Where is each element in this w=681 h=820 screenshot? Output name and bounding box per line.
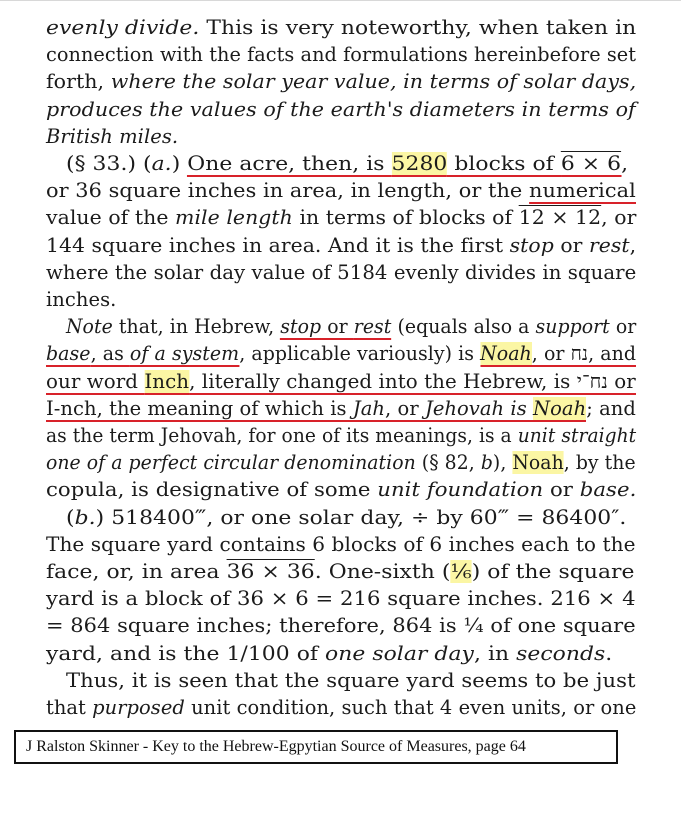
text-run: unit foundation xyxy=(377,478,544,502)
text-line-content xyxy=(46,41,636,68)
text-line xyxy=(46,204,636,231)
text-line xyxy=(46,694,636,721)
text-line-content xyxy=(46,585,636,612)
text-run: support xyxy=(535,315,610,339)
text-run: Note xyxy=(66,315,113,339)
text-line xyxy=(46,232,636,259)
source-caption: J Ralston Skinner - Key to the Hebrew-Egpytian Source of Measures, page 64 xyxy=(14,730,618,764)
text-run: , in xyxy=(473,641,517,665)
text-run: value of the xyxy=(46,206,176,230)
text-run: a. xyxy=(151,152,172,175)
underlined-text: 6 × 6 xyxy=(560,152,622,175)
text-line xyxy=(46,558,636,585)
text-run: that xyxy=(46,696,93,719)
text-run: . One-sixth ( xyxy=(314,560,451,583)
text-run: (§ 82, xyxy=(415,451,481,475)
underlined-text: base xyxy=(46,342,91,366)
text-line-content xyxy=(46,204,636,231)
highlighted-text: ⅙ xyxy=(450,560,472,583)
text-run: (§ 33.) ( xyxy=(66,152,152,175)
text-line-content xyxy=(66,313,636,340)
text-run: where the solar day value of 5184 evenly divides in square xyxy=(46,260,637,284)
text-line-content xyxy=(46,123,178,150)
text-line-content xyxy=(66,667,636,694)
text-run: ), xyxy=(492,451,513,475)
underlined-text: , literally changed into the Hebrew, is נח־י or xyxy=(189,369,636,393)
text-run: or 36 square inches in area, in length, or the xyxy=(46,179,529,203)
text-run: , xyxy=(621,152,629,175)
text-run: connection with the facts and formulations hereinbefore set xyxy=(46,43,637,67)
text-run: or xyxy=(543,478,580,502)
text-run: unit condition, such that 4 even units, or one xyxy=(184,696,637,719)
underlined-text: Jehovah is xyxy=(424,396,534,420)
underlined-text: Jah xyxy=(352,396,386,420)
text-line xyxy=(46,476,636,503)
highlighted-text: Noah xyxy=(533,396,587,420)
text-line-content xyxy=(46,422,636,449)
text-line-content xyxy=(46,558,635,585)
text-line xyxy=(46,368,636,395)
highlighted-text: Noah xyxy=(512,451,564,475)
text-run: seconds xyxy=(516,641,606,665)
text-line-content xyxy=(46,177,636,204)
text-run: purposed xyxy=(92,696,185,719)
text-line xyxy=(66,150,636,177)
text-run: This is very noteworthy, when taken in xyxy=(199,16,637,39)
text-line-content xyxy=(46,68,636,95)
text-line xyxy=(46,286,636,313)
text-line xyxy=(46,259,636,286)
text-run: 12 × 12 xyxy=(518,206,602,230)
text-line xyxy=(66,504,636,531)
text-run: ( xyxy=(66,505,75,529)
text-run: The square yard contains 6 blocks of 6 inches each to the xyxy=(46,532,636,556)
text-run: ) 518400‴, or one solar day, ÷ by 60‴ = 86400″. xyxy=(95,505,627,529)
underlined-text: , as xyxy=(90,342,130,366)
text-line-content xyxy=(46,368,636,395)
top-border xyxy=(0,0,681,1)
text-run: = 864 square inches; therefore, 864 is ¼ of one square xyxy=(46,614,636,638)
text-line xyxy=(66,667,636,694)
underlined-text: of a system xyxy=(129,342,240,366)
text-line xyxy=(46,395,636,422)
underlined-text: , or xyxy=(385,396,425,420)
underlined-text: blocks of xyxy=(447,152,561,175)
text-line-content xyxy=(46,232,636,259)
underlined-text: our word xyxy=(46,369,145,393)
text-run: (equals also a xyxy=(391,315,536,339)
text-line-content xyxy=(46,395,636,422)
text-run: . xyxy=(605,641,613,665)
text-line-content xyxy=(46,449,636,476)
highlighted-text: Inch xyxy=(144,369,190,393)
text-run: inches. xyxy=(46,288,117,311)
text-run: , by the xyxy=(563,451,636,475)
underlined-text: I-nch, the meaning of which is xyxy=(46,396,353,420)
text-line xyxy=(46,585,636,612)
text-line xyxy=(46,123,636,150)
text-run: in terms of blocks of xyxy=(292,206,519,230)
text-line-content xyxy=(46,640,612,667)
text-run: one of a perfect circular denomination xyxy=(46,451,416,475)
text-line xyxy=(46,640,636,667)
text-line-content xyxy=(46,340,636,367)
highlighted-text: 5280 xyxy=(391,152,448,175)
text-line-content xyxy=(66,504,626,531)
text-run: b xyxy=(480,451,493,475)
text-run: , xyxy=(629,233,637,257)
text-line-content xyxy=(46,259,636,286)
text-run: yard is a block of 36 × 6 = 216 square inches. 216 × 4 xyxy=(46,587,636,611)
text-run: 144 square inches in area. And it is the first xyxy=(46,233,510,257)
underlined-text: , or נח, and xyxy=(531,342,637,366)
text-line xyxy=(46,531,636,558)
highlighted-text: Noah xyxy=(480,342,532,366)
text-run: British miles. xyxy=(46,124,179,148)
text-run: ) of the square xyxy=(471,560,635,583)
text-line-content xyxy=(46,476,636,503)
text-run: forth, xyxy=(46,70,111,94)
text-line-content xyxy=(46,694,636,721)
text-line xyxy=(46,422,636,449)
text-run: that, in Hebrew, xyxy=(112,315,281,339)
text-line xyxy=(46,340,636,367)
text-line xyxy=(66,313,636,340)
text-run: b. xyxy=(74,505,96,529)
text-line xyxy=(46,96,636,123)
text-line-content xyxy=(46,531,636,558)
text-line-content xyxy=(66,150,628,177)
text-run: rest xyxy=(588,233,630,257)
underlined-text: or xyxy=(321,315,354,339)
underlined-text: stop xyxy=(280,315,322,339)
text-run: copula, is designative of some xyxy=(46,478,378,502)
text-run: yard, and is the 1/100 of xyxy=(46,641,326,665)
text-run: Thus, it is seen that the square yard seems to be just xyxy=(66,668,636,692)
text-run: mile length xyxy=(175,206,293,230)
text-line-content xyxy=(46,612,636,639)
text-line xyxy=(46,14,636,41)
text-run: base. xyxy=(579,478,637,502)
underlined-text: numerical xyxy=(528,179,636,203)
text-line xyxy=(46,68,636,95)
text-run: 36 × 36 xyxy=(226,560,315,583)
text-run: stop xyxy=(509,233,554,257)
text-line-content xyxy=(46,96,636,123)
text-run: evenly divide. xyxy=(46,16,200,39)
text-run: ) xyxy=(171,152,188,175)
text-run: where the solar year value, in terms of solar days, xyxy=(110,70,637,94)
text-line xyxy=(46,449,636,476)
text-run: ; and xyxy=(586,396,636,420)
text-run: as the term Jehovah, for one of its meanings, is a xyxy=(46,424,518,447)
text-run: one solar day xyxy=(325,641,474,665)
text-run: or xyxy=(553,233,589,257)
text-run: produces the values of the earth's diameters in terms of xyxy=(46,97,636,121)
text-run: , applicable variously) is xyxy=(239,342,481,366)
text-run: or xyxy=(609,315,637,339)
underlined-text: One acre, then, is xyxy=(187,152,392,175)
text-run: unit straight xyxy=(517,424,637,447)
text-run: face, or, in area xyxy=(46,560,227,583)
underlined-text: rest xyxy=(353,315,392,339)
text-line-content xyxy=(46,14,636,41)
text-line xyxy=(46,41,636,68)
text-line-content xyxy=(46,286,116,313)
text-line xyxy=(46,177,636,204)
text-line xyxy=(46,612,636,639)
text-run: , or xyxy=(601,206,637,230)
